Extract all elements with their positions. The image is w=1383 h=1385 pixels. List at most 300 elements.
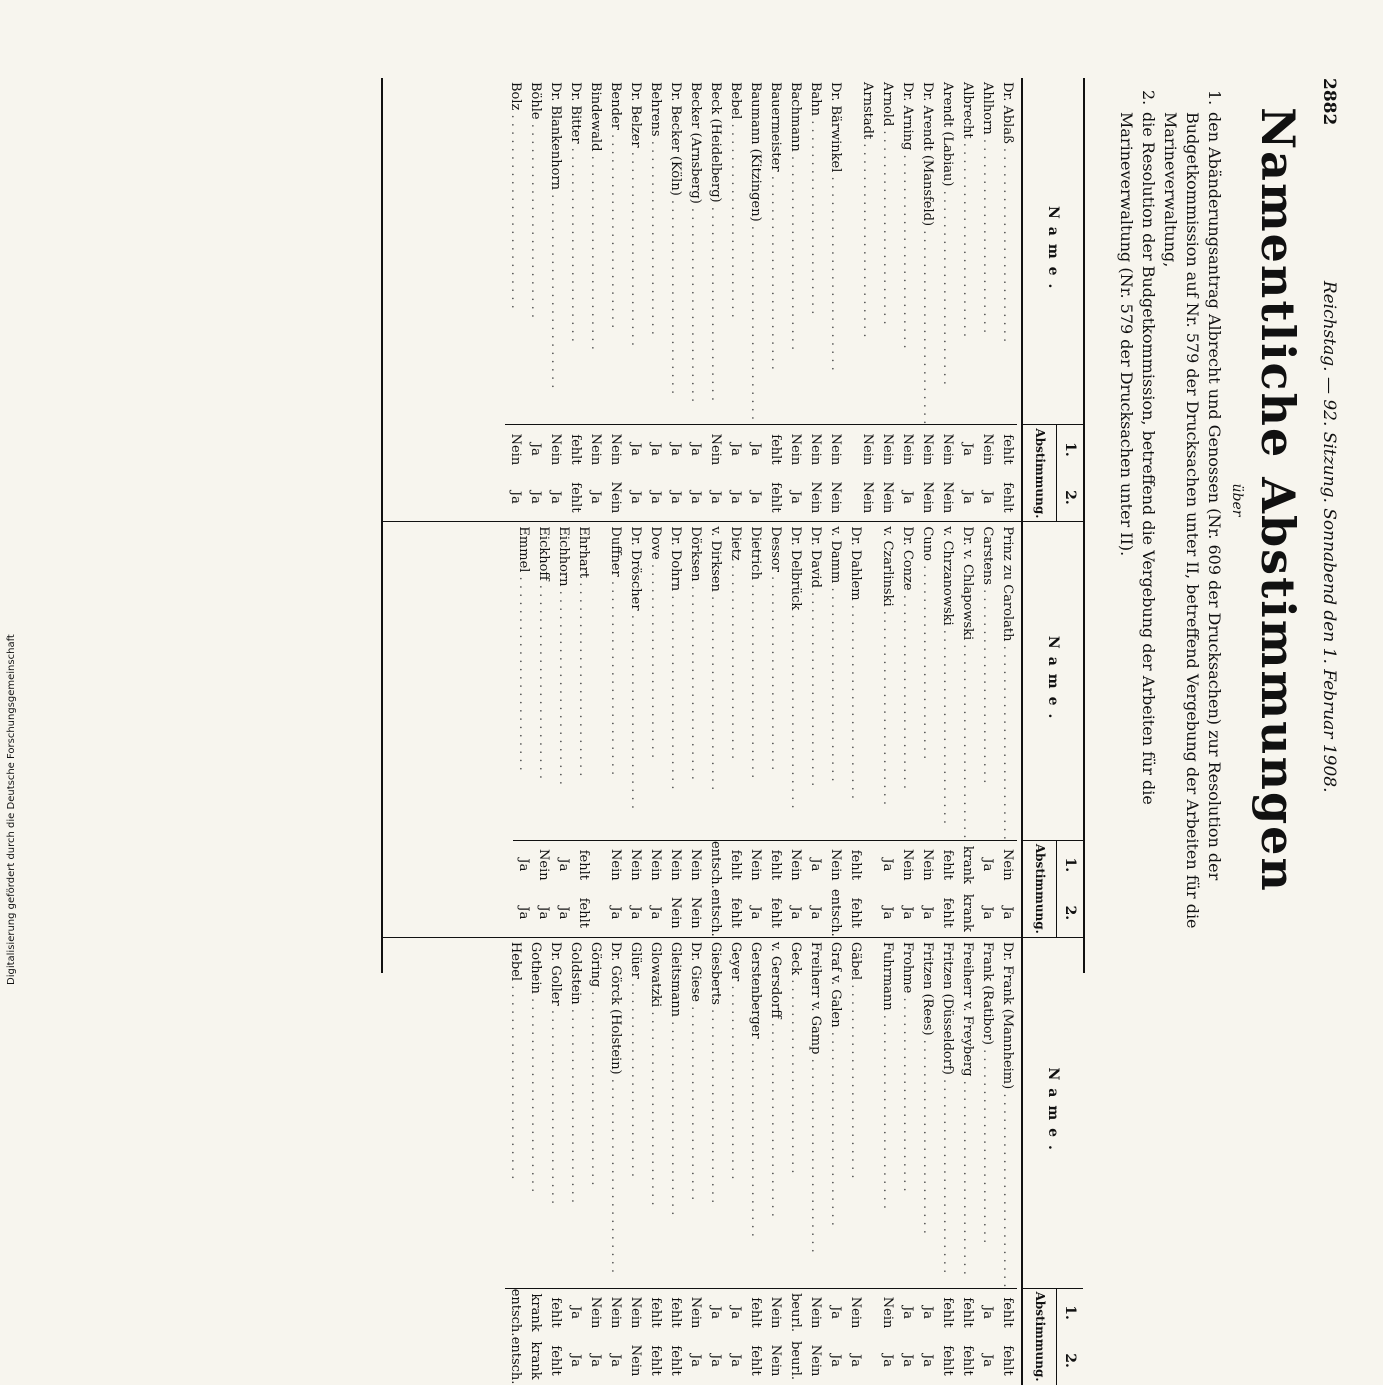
member-name: Bender . . . [605, 78, 625, 425]
vote2-value: Ja [508, 490, 523, 504]
vote2-value: Ja [728, 490, 743, 504]
table-row [505, 78, 525, 521]
vote2-value: Ja [608, 906, 623, 920]
table-row [725, 78, 745, 521]
vote1-value: fehlt [960, 1297, 975, 1328]
vote2-value: fehlt [648, 1345, 663, 1376]
vote1-value: Nein [1000, 849, 1015, 881]
vote1-value: Ja [568, 1306, 583, 1320]
table-row [845, 938, 865, 1385]
table-row [977, 78, 997, 521]
vote2-header: 2. [1062, 1353, 1078, 1368]
member-name: Dr. Görck (Holstein) . . . [605, 938, 625, 1289]
member-name: Baumann (Kitzingen) . . . [745, 78, 765, 425]
vote1-value: Ja [728, 442, 743, 456]
vote2-value: Ja [880, 906, 895, 920]
table-row [917, 938, 937, 1385]
vote2-value: Ja [568, 1354, 583, 1368]
name-header: Name. [1023, 522, 1083, 840]
member-name: Böhle . . . [525, 78, 545, 425]
vote2-value: Ja [828, 1354, 843, 1368]
member-name: Prinz zu Carolath . . . [997, 522, 1017, 840]
vote1-value [865, 1289, 877, 1337]
member-name: Fritzen (Düsseldorf) . . . [937, 938, 957, 1289]
table-row [625, 78, 645, 521]
member-name: Freiherr v. Freyberg . . . [957, 938, 977, 1289]
vote2-value: Ja [900, 490, 915, 504]
vote2-value: Ja [668, 490, 683, 504]
vote2-value: krank [960, 893, 975, 932]
member-name: Gerstenberger . . . [745, 938, 765, 1289]
table-row [825, 78, 845, 521]
vote2-value: Ja [980, 490, 995, 504]
table-row [785, 78, 805, 521]
member-name: Duffner . . . [605, 522, 625, 840]
table-row [937, 522, 957, 936]
vote1-value: Nein [828, 849, 843, 881]
votes-header [1023, 425, 1083, 521]
table-row [897, 78, 917, 521]
member-name: Dr. v. Chlapowski . . . [957, 522, 977, 840]
table-row [705, 522, 725, 936]
member-name: Gleitsmann . . . [665, 938, 685, 1289]
member-name: Bebel . . . [725, 78, 745, 425]
table-row [645, 938, 665, 1385]
member-name: Dr. Bärwinkel . . . [825, 78, 845, 425]
vote-numbers [1056, 1289, 1083, 1385]
member-name: Arnstadt . . . [857, 78, 877, 425]
vote2-header: 2. [1062, 490, 1078, 505]
vote2-value: fehlt [768, 897, 783, 928]
table-row [765, 522, 785, 936]
vote2-value: Ja [980, 906, 995, 920]
table-row [957, 522, 977, 936]
vote1-value: Nein [708, 433, 723, 466]
table-row [545, 938, 565, 1385]
member-name: v. Gersdorff . . . [765, 938, 785, 1289]
vote2-value: Nein [808, 1344, 823, 1377]
vote1-value: Nein [880, 1296, 895, 1329]
vote1-value [845, 425, 857, 473]
table-row [877, 522, 897, 936]
member-name: Bachmann . . . [785, 78, 805, 425]
vote1-value: krank [528, 1293, 543, 1332]
motion-item [1159, 90, 1225, 940]
vote2-value: Ja [880, 1354, 895, 1368]
vote2-value [865, 889, 877, 937]
vote2-value: Ja [648, 906, 663, 920]
vote2-value: fehlt [728, 897, 743, 928]
vote1-value: fehlt [848, 849, 863, 880]
vote2-value: Nein [668, 897, 683, 929]
vote1-value: Nein [920, 433, 935, 466]
vote2-value: Nein [880, 481, 895, 514]
table-row [705, 78, 725, 521]
member-name: Göring . . . [585, 938, 605, 1289]
vote2-value: fehlt [768, 482, 783, 513]
table-row [685, 938, 705, 1385]
member-name: Emmel . . . [513, 522, 533, 840]
member-name: Arnold . . . [877, 78, 897, 425]
vote2-value: fehlt [668, 1345, 683, 1376]
vote2-value: Nein [828, 481, 843, 514]
vote1-value: Nein [788, 433, 803, 466]
name-header: Name. [1023, 78, 1083, 425]
vote1-value: Nein [900, 849, 915, 881]
vote2-value: Nein [940, 481, 955, 514]
vote1-value: entsch. [508, 1288, 523, 1337]
table-row [593, 522, 605, 936]
vote2-value: Nein [688, 897, 703, 929]
vote1-value: Nein [508, 433, 523, 466]
table-row [857, 78, 877, 521]
member-name: Beck (Heidelberg) . . . [705, 78, 725, 425]
table-row [917, 78, 937, 521]
vote2-value: Ja [528, 490, 543, 504]
member-name: Dietz . . . [725, 522, 745, 840]
running-title: Reichstag. — 92. Sitzung. Sonnabend den 1. Februar 1908. [1319, 280, 1339, 793]
member-name: Giesberts . . . [705, 938, 725, 1289]
vote2-value: Ja [588, 1354, 603, 1368]
vote1-value: Ja [980, 858, 995, 872]
title-ueber: über [1229, 483, 1245, 517]
vote1-value: Nein [828, 433, 843, 466]
member-name: Dr. Bitter . . . [565, 78, 585, 425]
vote1-value: Nein [788, 849, 803, 881]
table-row [533, 522, 553, 936]
table-row [765, 938, 785, 1385]
member-name: Fuhrmann . . . [877, 938, 897, 1289]
table-row [785, 938, 805, 1385]
vote1-value: Ja [828, 1306, 843, 1320]
member-name: v. Dirksen . . . [705, 522, 725, 840]
vote2-value: Ja [648, 490, 663, 504]
member-name: Dr. Frank (Mannheim) . . . [997, 938, 1017, 1289]
vote1-value: Ja [688, 442, 703, 456]
table-row [525, 938, 545, 1385]
vote1-value: Nein [688, 849, 703, 881]
vote-numbers [1056, 841, 1083, 937]
vote2-value: Nein [920, 481, 935, 514]
table-row [745, 78, 765, 521]
vote1-value: beurl. [788, 1293, 803, 1333]
vote2-value: entsch. [708, 888, 723, 937]
table-row [937, 78, 957, 521]
table-row [745, 938, 765, 1385]
member-name: Dr. Belzer . . . [625, 78, 645, 425]
table-row [605, 522, 625, 936]
vote-rows [513, 522, 1021, 936]
vote2-value [593, 889, 605, 937]
table-row [585, 78, 605, 521]
table-row [845, 78, 857, 521]
table-row [513, 522, 533, 936]
table-row [565, 78, 585, 521]
vote2-header: 2. [1062, 905, 1078, 921]
vote1-value: Ja [516, 858, 531, 872]
vote1-value: Ja [648, 442, 663, 456]
motion-item [1115, 90, 1159, 940]
vote1-value: Ja [960, 442, 975, 456]
table-row [605, 938, 625, 1385]
vote1-value: Ja [556, 858, 571, 872]
table-row [665, 78, 685, 521]
member-name: Eickhoff . . . [533, 522, 553, 840]
vote1-value: Nein [808, 433, 823, 466]
member-name: Cuno . . . [917, 522, 937, 840]
vote1-value: Nein [900, 433, 915, 466]
member-name: Dr. Conze . . . [897, 522, 917, 840]
vote1-header: 1. [1062, 1305, 1078, 1320]
vote1-value: fehlt [568, 434, 583, 465]
vote1-value [593, 841, 605, 889]
member-name: Dietrich . . . [745, 522, 765, 840]
vote1-value: fehlt [728, 849, 743, 880]
member-name: Dr. Becker (Köln) . . . [665, 78, 685, 425]
vote2-value: entsch. [508, 1336, 523, 1385]
member-name: Becker (Arnsberg) . . . [685, 78, 705, 425]
member-name: Fritzen (Rees) . . . [917, 938, 937, 1289]
vote1-value: Nein [628, 1296, 643, 1329]
vote1-value: Ja [920, 1306, 935, 1320]
column-header [1021, 938, 1083, 1385]
vote2-value: Ja [848, 1354, 863, 1368]
vote2-value: krank [528, 1341, 543, 1380]
table-row [805, 522, 825, 936]
vote1-value: fehlt [940, 1297, 955, 1328]
vote2-value: entsch. [828, 888, 843, 937]
vote-rows [505, 938, 1021, 1385]
vote1-value: Ja [628, 442, 643, 456]
votes-header [1023, 1289, 1083, 1385]
vote2-value: Ja [788, 490, 803, 504]
vote2-value: Nein [608, 481, 623, 514]
vote2-value: fehlt [548, 1345, 563, 1376]
member-name: Goldstein . . . [565, 938, 585, 1289]
vote1-value: Ja [668, 442, 683, 456]
vote1-value: Ja [528, 442, 543, 456]
member-name: Ahlhorn . . . [977, 78, 997, 425]
table-row [897, 522, 917, 936]
member-name [865, 522, 877, 840]
member-name: Gothein . . . [525, 938, 545, 1289]
vote1-value: fehlt [548, 1297, 563, 1328]
table-row [897, 938, 917, 1385]
member-name [845, 78, 857, 425]
column-header [1021, 522, 1083, 936]
vote1-value: Nein [608, 433, 623, 466]
member-name: Graf v. Galen . . . [825, 938, 845, 1289]
table-row [957, 938, 977, 1385]
vote2-value [865, 1337, 877, 1385]
member-name: Frohme . . . [897, 938, 917, 1289]
member-name: Dr. Ablaß . . . [997, 78, 1017, 425]
member-name: Dove . . . [645, 522, 665, 840]
member-name: Glüer . . . [625, 938, 645, 1289]
vote2-value: Ja [708, 490, 723, 504]
table-row [997, 522, 1017, 936]
vote1-value: fehlt [768, 849, 783, 880]
vote1-value: Nein [588, 433, 603, 466]
table-row [977, 938, 997, 1385]
vote-rows [505, 78, 1021, 521]
member-name: Dessor . . . [765, 522, 785, 840]
table-row [865, 938, 877, 1385]
table-row [525, 78, 545, 521]
vote1-value: Ja [980, 1306, 995, 1320]
member-name: Bauermeister . . . [765, 78, 785, 425]
vote2-value: Ja [808, 906, 823, 920]
vote1-value: Ja [900, 1306, 915, 1320]
margin-note [6, 605, 18, 985]
table-row [825, 522, 845, 936]
member-name: Dörksen . . . [685, 522, 705, 840]
vote-column [383, 938, 1083, 1385]
vote-column [383, 78, 1083, 522]
table-row [625, 938, 645, 1385]
member-name: Arendt (Labiau) . . . [937, 78, 957, 425]
member-name: Dr. Dröscher . . . [625, 522, 645, 840]
vote1-value: Nein [608, 1296, 623, 1329]
table-row [997, 938, 1017, 1385]
page-number: 2882 [1319, 78, 1339, 126]
vote2-value: Ja [920, 1354, 935, 1368]
vote2-value: Ja [900, 1354, 915, 1368]
table-row [625, 522, 645, 936]
table-row [937, 938, 957, 1385]
vote2-value: beurl. [788, 1341, 803, 1381]
vote1-value: Nein [548, 433, 563, 466]
table-row [545, 78, 565, 521]
vote1-value: Ja [880, 858, 895, 872]
vote1-value: Nein [808, 1296, 823, 1329]
vote-tables [381, 78, 1085, 1385]
vote1-value: Nein [940, 433, 955, 466]
table-row [685, 78, 705, 521]
member-name: Dr. Arendt (Mansfeld) . . . [917, 78, 937, 425]
vote1-value: Nein [608, 849, 623, 881]
member-name: Bolz . . . [505, 78, 525, 425]
member-name: Geck . . . [785, 938, 805, 1289]
table-row [997, 78, 1017, 521]
member-name: Hebel . . . [505, 938, 525, 1289]
vote2-value: Nein [808, 481, 823, 514]
vote2-value: fehlt [960, 1345, 975, 1376]
vote2-value [845, 473, 857, 521]
vote1-value: Nein [848, 1296, 863, 1329]
table-row [805, 78, 825, 521]
table-row [705, 938, 725, 1385]
table-row [877, 938, 897, 1385]
member-name: Glowatzki . . . [645, 938, 665, 1289]
vote1-header: 1. [1062, 442, 1078, 457]
abstimmung-header: Abstimmung. [1033, 428, 1047, 519]
table-row [765, 78, 785, 521]
vote2-value: Ja [708, 1354, 723, 1368]
table-row [665, 522, 685, 936]
vote1-value: Nein [668, 849, 683, 881]
table-row [725, 938, 745, 1385]
vote2-value: fehlt [1000, 482, 1015, 513]
page-title: Namentliche Abstimmungen [1251, 107, 1305, 893]
member-name: Dr. Goller . . . [545, 938, 565, 1289]
vote2-value: fehlt [1000, 1345, 1015, 1376]
vote2-value: Ja [980, 1354, 995, 1368]
member-name: Dr. Dahlem . . . [845, 522, 865, 840]
table-row [553, 522, 573, 936]
vote2-value: Nein [860, 481, 875, 514]
vote1-value: fehlt [1000, 434, 1015, 465]
table-row [585, 938, 605, 1385]
vote1-value: Nein [768, 1296, 783, 1329]
member-name: Geyer . . . [725, 938, 745, 1289]
vote2-value: Ja [628, 490, 643, 504]
member-name [865, 938, 877, 1289]
vote2-value: Ja [548, 490, 563, 504]
table-row [957, 78, 977, 521]
motion-text: die Resolution der Budgetkommission, betreffend die Vergebung der Arbeiten für die Marineverwaltung (Nr. 579 der Drucksachen unter II). [1117, 112, 1158, 805]
vote1-value: fehlt [668, 1297, 683, 1328]
vote-numbers [1056, 425, 1083, 521]
vote1-value: fehlt [576, 849, 591, 880]
vote2-value: fehlt [940, 897, 955, 928]
member-name: v. Chrzanowski . . . [937, 522, 957, 840]
table-row [645, 78, 665, 521]
vote2-value: Ja [728, 1354, 743, 1368]
vote1-value: Nein [536, 849, 551, 881]
vote1-value: Ja [748, 442, 763, 456]
vote1-value: krank [960, 845, 975, 884]
vote1-value: Nein [920, 849, 935, 881]
vote1-value: entsch. [708, 840, 723, 889]
abstimmung-header: Abstimmung. [1033, 1291, 1047, 1382]
vote2-value: fehlt [940, 1345, 955, 1376]
vote1-value: Ja [708, 1306, 723, 1320]
table-row [845, 522, 865, 936]
table-row [645, 522, 665, 936]
vote1-value: Ja [808, 858, 823, 872]
vote1-value: Nein [628, 849, 643, 881]
vote2-value: Nein [628, 1344, 643, 1377]
member-name: Dr. Arning . . . [897, 78, 917, 425]
table-row [805, 938, 825, 1385]
motions-list [1115, 90, 1225, 940]
vote2-value: Ja [688, 490, 703, 504]
vote2-value: Ja [608, 1354, 623, 1368]
motion-number: 1. [1205, 90, 1224, 106]
member-name: Albrecht . . . [957, 78, 977, 425]
vote1-value: Nein [980, 433, 995, 466]
table-row [725, 522, 745, 936]
table-row [865, 522, 877, 936]
table-row [685, 522, 705, 936]
member-name: Gäbel . . . [845, 938, 865, 1289]
member-name: Dr. Giese . . . [685, 938, 705, 1289]
column-header [1021, 78, 1083, 521]
vote2-value: Ja [900, 906, 915, 920]
member-name: Dr. Dohrn . . . [665, 522, 685, 840]
vote2-value: Ja [628, 906, 643, 920]
vote2-value: Nein [768, 1344, 783, 1377]
table-row [877, 78, 897, 521]
member-name: Dr. David . . . [805, 522, 825, 840]
vote2-value: Ja [556, 906, 571, 920]
abstimmung-header: Abstimmung. [1033, 843, 1047, 934]
table-row [565, 938, 585, 1385]
vote2-value: fehlt [568, 482, 583, 513]
member-name: Ehrhart . . . [573, 522, 593, 840]
table-row [605, 78, 625, 521]
